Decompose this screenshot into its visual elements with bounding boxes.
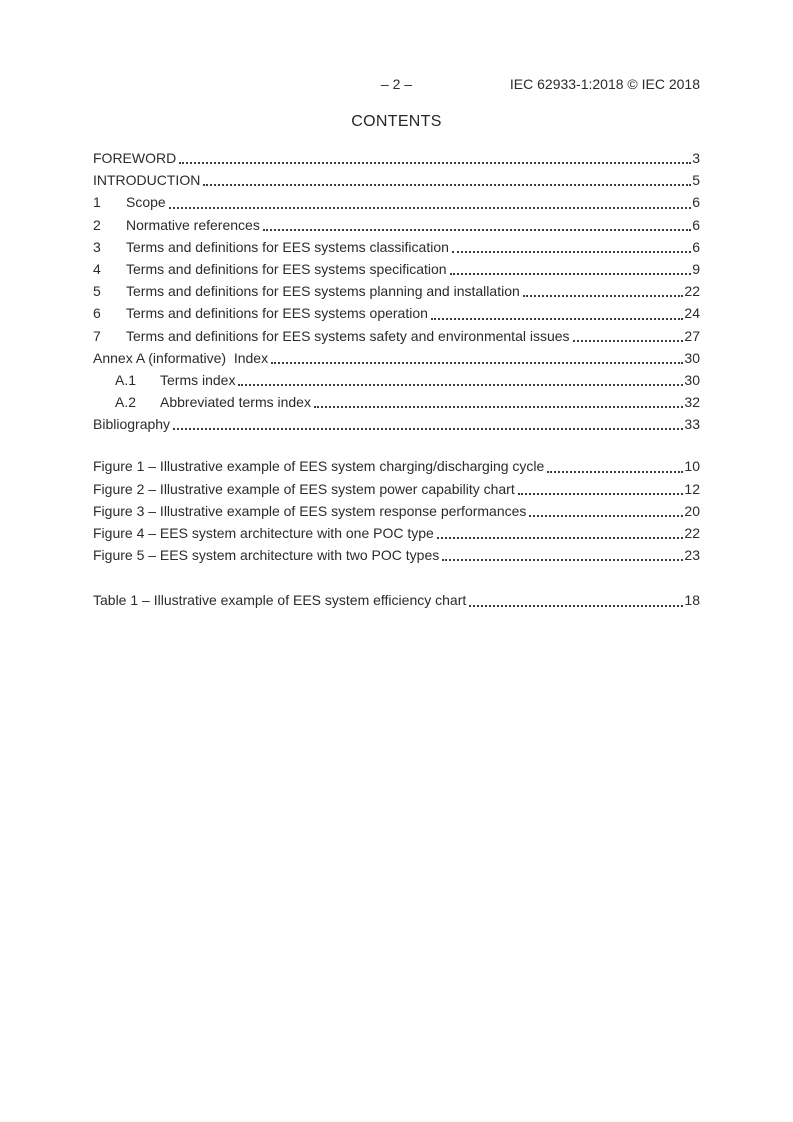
toc-entry-label: Terms and definitions for EES systems operation [126,305,428,322]
toc-entry-number: 1 [93,194,101,211]
toc-entry-label: Figure 1 – Illustrative example of EES system charging/discharging cycle [93,458,545,475]
toc-entry [93,544,700,566]
toc-entry [93,280,700,302]
toc-entry-page: 22 [684,525,700,541]
toc-entry [93,214,700,236]
toc-entry [93,325,700,347]
toc-entry [93,302,700,324]
toc-entry-label: Bibliography [93,416,171,433]
dot-leader [523,295,684,297]
toc-entry-page: 33 [684,416,700,433]
toc-entry-page: 30 [684,349,700,366]
toc-entry [93,369,700,391]
toc-entry-label: Terms and definitions for EES systems specification [126,260,447,277]
dot-leader [442,559,683,561]
toc-entry [93,455,700,477]
dot-leader [238,384,683,386]
toc-entry-number: 3 [93,238,101,255]
toc-entry-page: 6 [692,216,700,233]
toc-entry-label: Terms and definitions for EES systems planning and installation [126,283,520,300]
toc-entry [93,147,700,169]
dot-leader [437,537,684,539]
toc-entry-label: Terms and definitions for EES systems safety and environmental issues [126,327,570,344]
dot-leader [469,605,683,607]
toc-entry-page: 23 [684,547,700,564]
toc-entry-page: 6 [692,238,700,255]
dot-leader [452,251,691,253]
toc-entry-page: 6 [692,194,700,211]
toc-figures-list [93,455,700,566]
toc-entry-label: Abbreviated terms index [160,394,311,411]
toc-entry-page: 5 [692,172,700,189]
toc-entry-number: 4 [93,260,101,277]
toc-entry [93,191,700,213]
dot-leader [450,273,692,275]
toc-entry-page: 22 [684,283,700,300]
toc-entry-label: INTRODUCTION [93,172,201,189]
dot-leader [431,318,684,320]
toc-entry-page: 10 [684,458,700,475]
toc-entry-label: Normative references [126,216,260,233]
toc-entry-label: Terms and definitions for EES systems classification [126,238,449,255]
toc-entry-page: 18 [684,592,700,609]
dot-leader [203,184,691,186]
toc-entry-page: 24 [684,305,700,322]
toc-entry-page: 12 [684,480,700,497]
toc-entry-label: Figure 2 – Illustrative example of EES system power capability chart [93,480,515,497]
dot-leader [518,493,684,495]
toc-entry-number: 2 [93,216,101,233]
toc-entry [93,391,700,413]
toc-entry-label: Figure 5 – EES system architecture with two POC types [93,547,440,564]
toc-entry [93,522,700,544]
toc-entry [93,589,700,611]
toc-entry-page: 30 [684,371,700,388]
toc-entry [93,236,700,258]
toc-entry [93,347,700,369]
toc-tables-list [93,589,700,611]
dot-leader [179,162,691,164]
toc-entry [93,413,700,435]
toc-entry-page: 3 [692,150,700,166]
page-number-marker: – 2 – [380,76,413,92]
document-reference: IEC 62933-1:2018 © IEC 2018 [509,76,700,92]
dot-leader [573,340,684,342]
toc-entry-page: 32 [684,394,700,411]
toc-entry-number: 5 [93,283,101,300]
toc-entry-number: A.1 [115,371,137,388]
toc-entry-page: 20 [684,502,700,519]
dot-leader [271,362,683,364]
toc-main-list [93,147,700,435]
toc-entry-page: 9 [692,260,700,277]
toc-entry [93,258,700,280]
toc-entry-label: Table 1 – Illustrative example of EES system efficiency chart [93,592,467,609]
page-header [93,76,700,93]
dot-leader [529,515,683,517]
contents-title: CONTENTS [351,113,442,130]
toc-entry-page: 27 [684,327,700,344]
toc-entry-number: 7 [93,327,101,344]
toc-entry-label: Scope [126,194,166,211]
toc-entry [93,500,700,522]
toc-entry-label: Annex A (informative) Index [93,349,269,366]
toc-entry-number: 6 [93,305,101,322]
toc-entry-label: Terms index [160,371,236,388]
toc-entry-label: FOREWORD [93,150,177,166]
toc-entry-label: Figure 3 – Illustrative example of EES system response performances [93,502,527,519]
toc-entry-number: A.2 [115,394,137,411]
toc-entry [93,478,700,500]
toc-entry-label: Figure 4 – EES system architecture with one POC type [93,525,434,541]
dot-leader [173,428,683,430]
toc-entry [93,169,700,191]
dot-leader [314,406,683,408]
dot-leader [263,229,691,231]
dot-leader [547,471,683,473]
dot-leader [169,207,692,209]
